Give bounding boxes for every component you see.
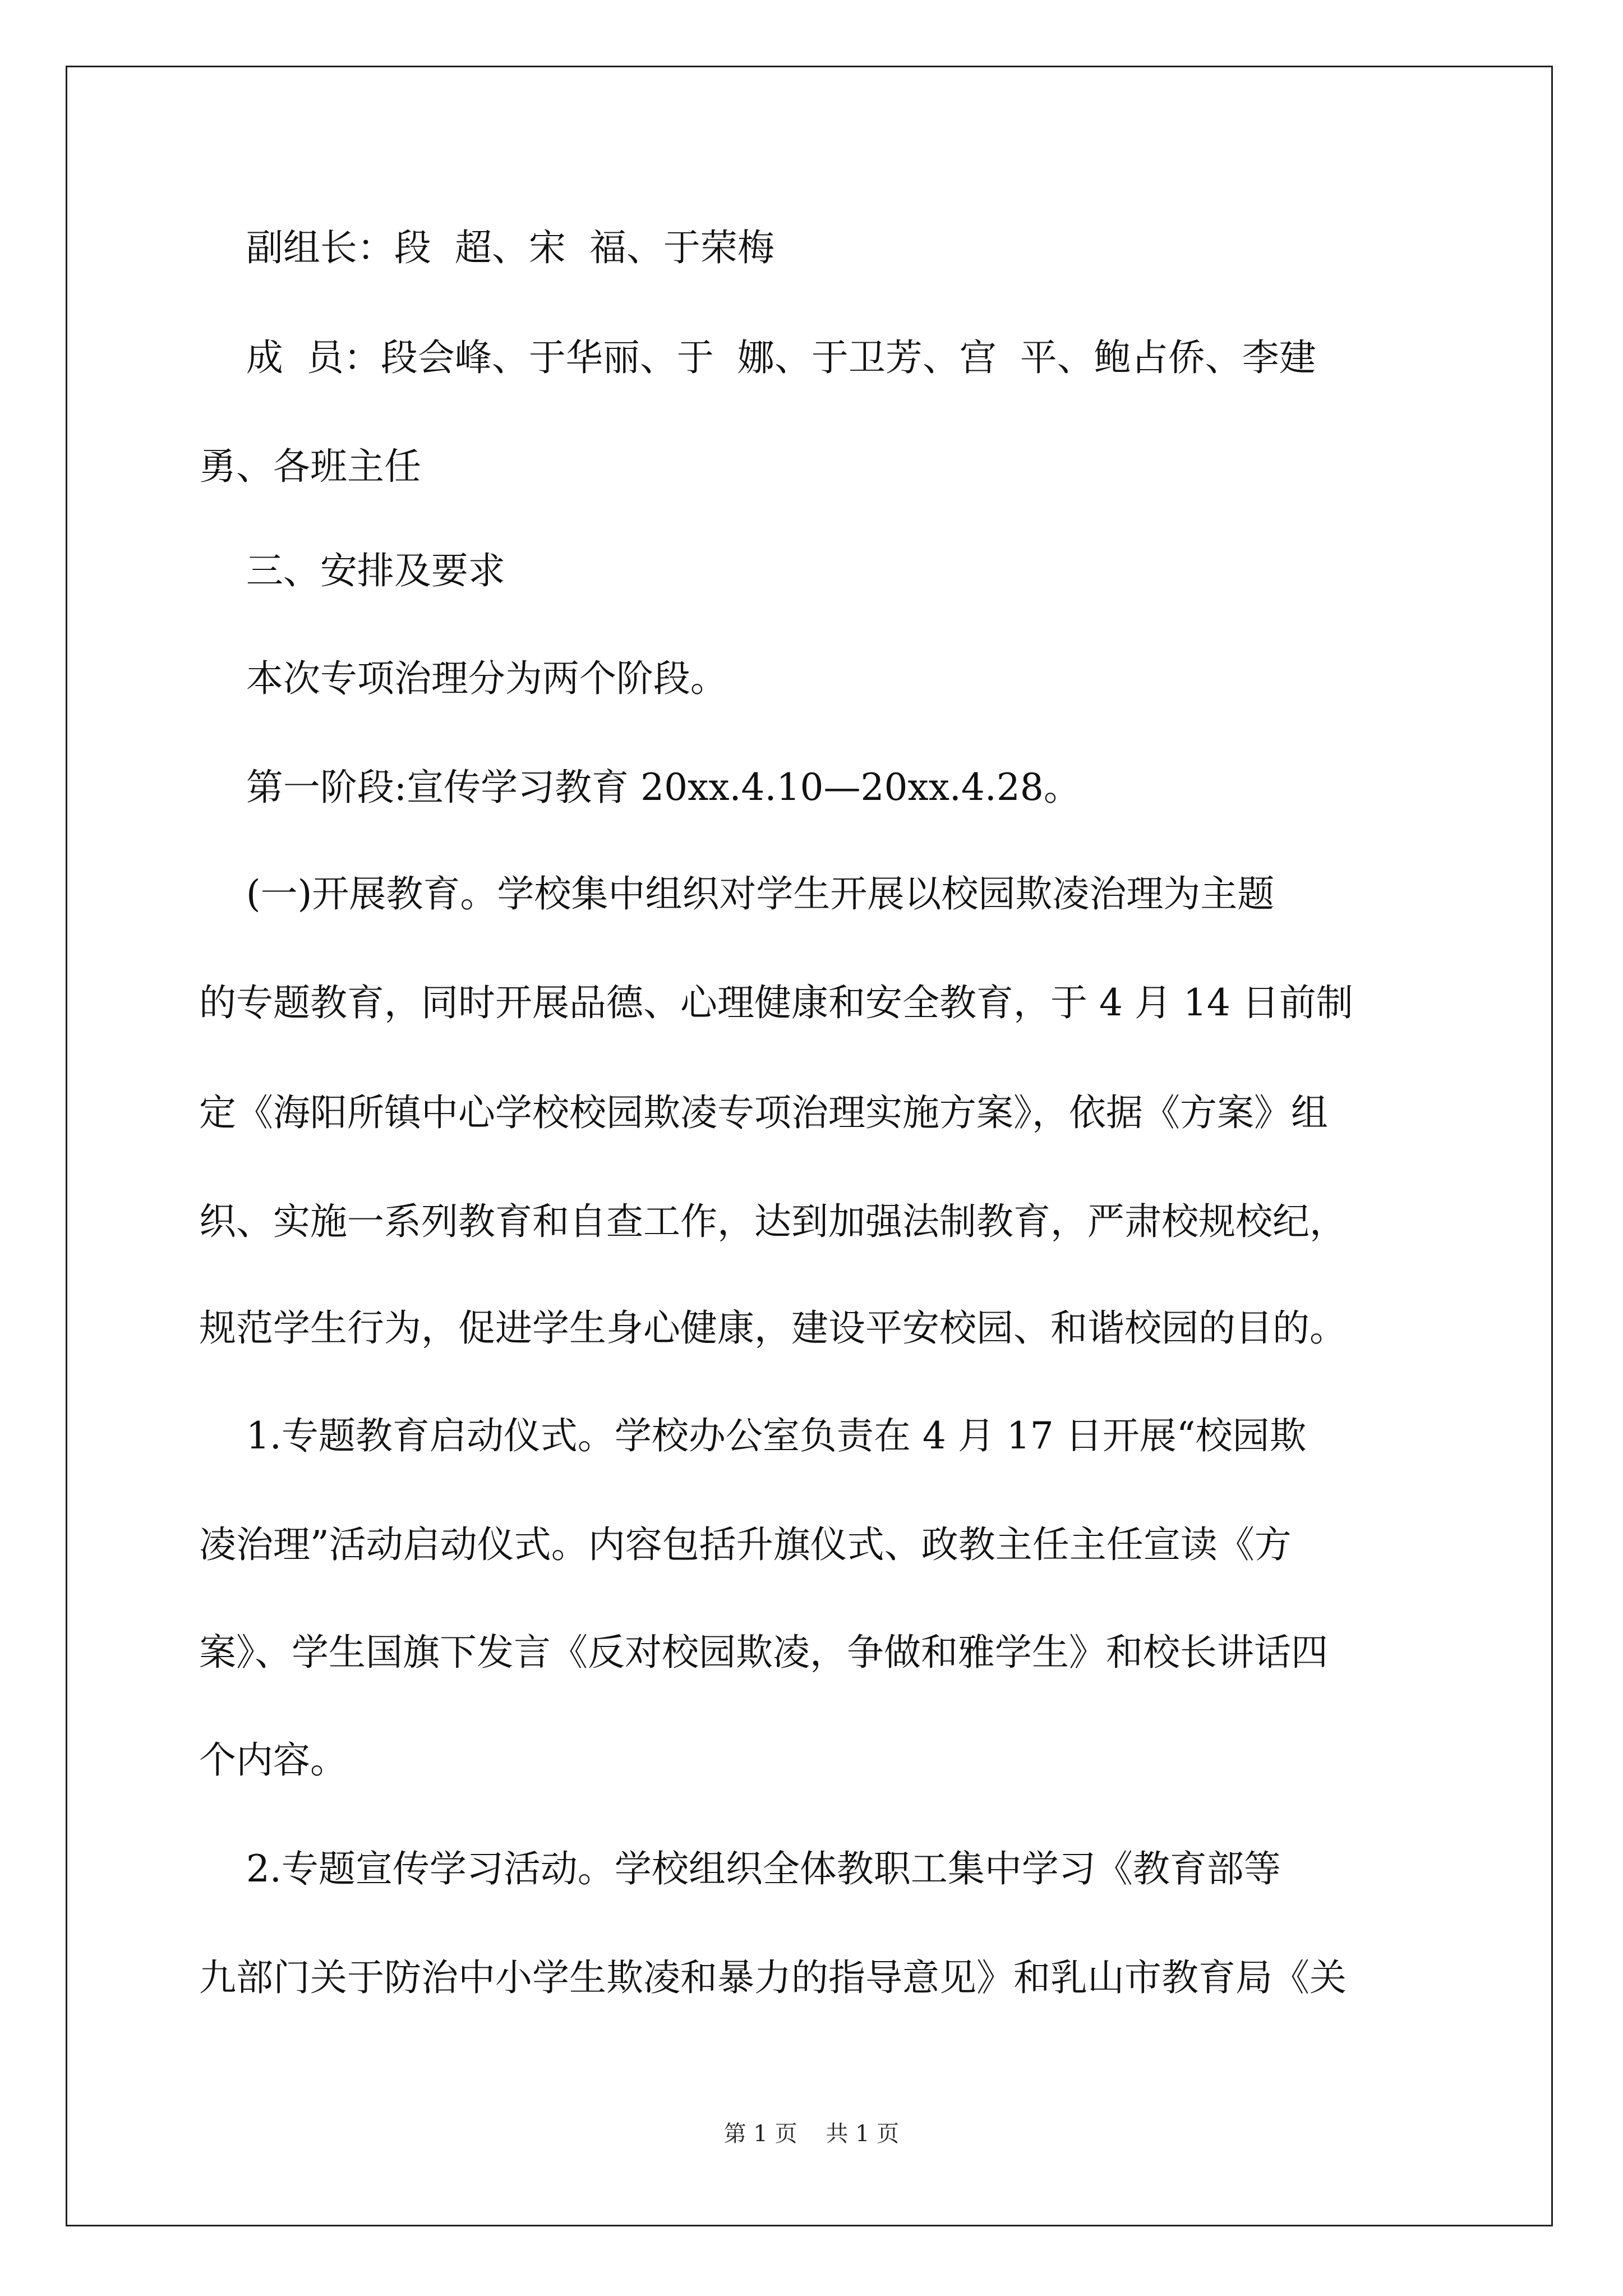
- text-line: 本次专项治理分为两个阶段。: [199, 657, 727, 700]
- text-line: 个内容。: [199, 1738, 347, 1782]
- text-line: 副组长：段 超、宋 福、于荣梅: [199, 226, 774, 269]
- text-line: 的专题教育，同时开展品德、心理健康和安全教育，于 4 月 14 日前制: [199, 981, 1353, 1024]
- text-line: 三、安排及要求: [199, 549, 505, 592]
- page-footer: 第 1 页 共 1 页: [723, 2121, 900, 2147]
- text-line: (一)开展教育。学校集中组织对学生开展以校园欺凌治理为主题: [199, 872, 1275, 915]
- page-border: [66, 66, 1553, 2226]
- text-line: 1.专题教育启动仪式。学校办公室负责在 4 月 17 日开展“校园欺: [199, 1414, 1307, 1457]
- text-line: 案》、学生国旗下发言《反对校园欺凌，争做和雅学生》和校长讲话四: [199, 1631, 1328, 1674]
- text-line: 定《海阳所镇中心学校校园欺凌专项治理实施方案》，依据《方案》组: [199, 1091, 1328, 1134]
- text-line: 织、实施一系列教育和自查工作，达到加强法制教育，严肃校规校纪，: [199, 1200, 1347, 1243]
- text-line: 2.专题宣传学习活动。学校组织全体教职工集中学习《教育部等: [199, 1847, 1281, 1890]
- text-line: 规范学生行为，促进学生身心健康，建设平安校园、和谐校园的目的。: [199, 1306, 1347, 1350]
- text-line: 第一阶段:宣传学习教育 20xx.4.10—20xx.4.28。: [199, 766, 1081, 809]
- text-line: 勇、各班主任: [199, 445, 421, 488]
- text-line: 凌治理”活动启动仪式。内容包括升旗仪式、政教主任主任宣读《方: [199, 1523, 1292, 1566]
- text-line: 九部门关于防治中小学生欺凌和暴力的指导意见》和乳山市教育局《关: [199, 1956, 1347, 1999]
- text-line: 成 员：段会峰、于华丽、于 娜、于卫芳、宫 平、鲍占侨、李建: [199, 336, 1316, 379]
